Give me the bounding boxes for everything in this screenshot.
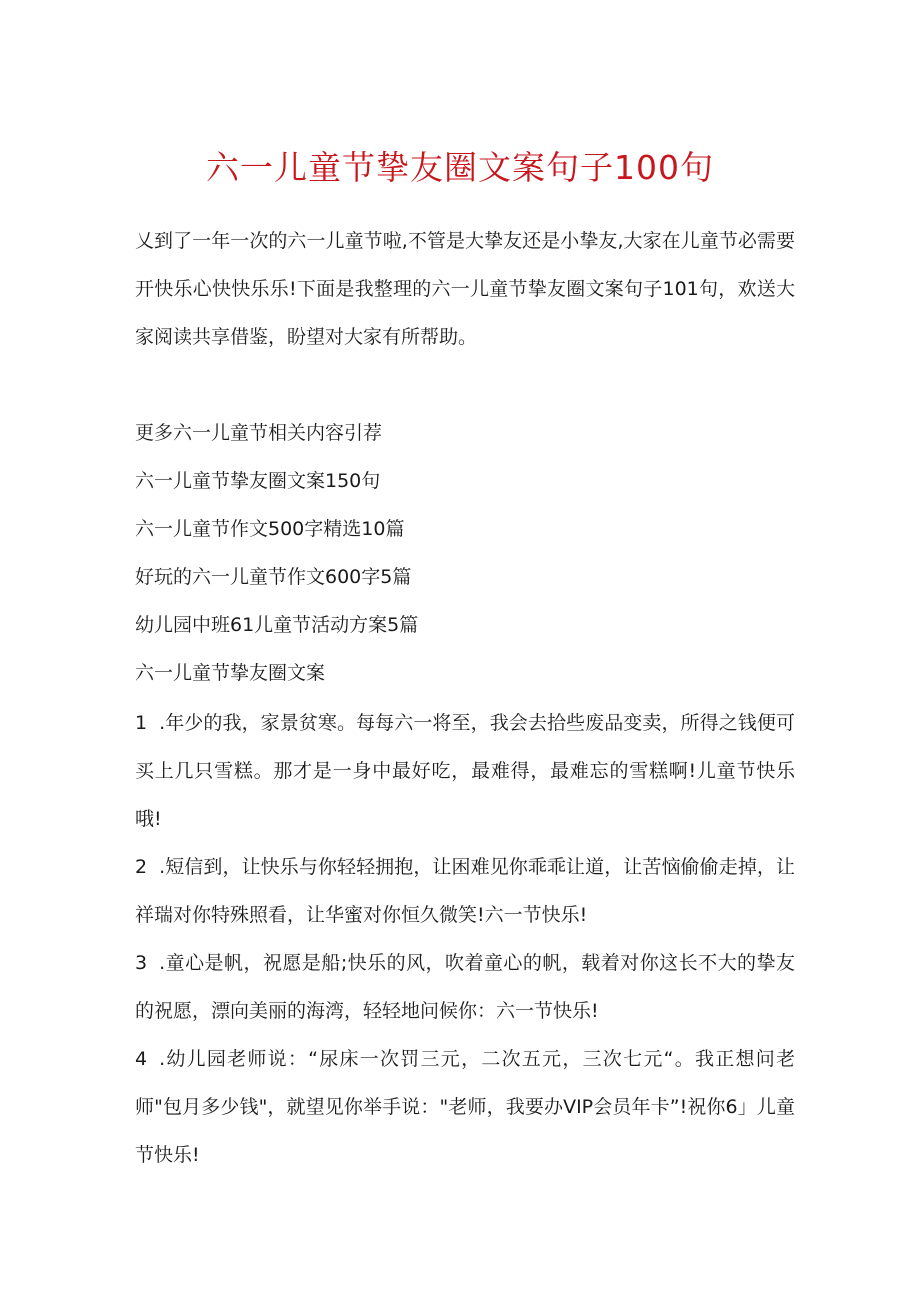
item-text: .童心是帆，祝愿是船;快乐的风，吹着童心的帆，载着对你这长不大的挚友的祝愿，漂向美丽的海湾，轻轻地问候你：六一节快乐! bbox=[135, 952, 795, 1022]
link-item[interactable]: 六一儿童节作文500字精选10篇 bbox=[135, 518, 405, 540]
link-item[interactable]: 好玩的六一儿童节作文600字5篇 bbox=[135, 566, 412, 588]
item-number: 1 bbox=[135, 712, 148, 734]
list-item bbox=[135, 1035, 795, 1179]
item-text: .年少的我，家景贫寒。每每六一将至，我会去拾些废品变卖，所得之钱便可买上几只雪糕。那才是一身中最好吃，最难得，最难忘的雪糕啊!儿童节快乐哦! bbox=[135, 712, 795, 830]
link-item[interactable]: 幼儿园中班61儿童节活动方案5篇 bbox=[135, 614, 419, 636]
item-number: 3 bbox=[135, 952, 148, 974]
list-item bbox=[135, 843, 795, 939]
item-text: .幼儿园老师说：“尿床一次罚三元，二次五元，三次七元“。我正想问老师"包月多少钱"，就望见你举手说："老师，我要办VIP会员年卡”!祝你6」儿童节快乐! bbox=[135, 1048, 795, 1166]
section-heading: 六一儿童节挚友圈文案 bbox=[135, 662, 326, 684]
link-item[interactable]: 六一儿童节挚友圈文案150句 bbox=[135, 470, 381, 492]
list-item bbox=[135, 699, 795, 843]
item-number: 2 bbox=[135, 856, 148, 878]
list-item bbox=[135, 939, 795, 1035]
recommend-heading: 更多六一儿童节相关内容引荐 bbox=[135, 422, 383, 444]
document-title: 六一儿童节挚友圈文案句子100句 bbox=[206, 148, 714, 187]
item-number: 4 bbox=[135, 1048, 148, 1070]
intro-paragraph: 乂到了一年一次的六一儿童节啦,不管是大挚友还是小挚友,大家在儿童节必需要开快乐心快快乐乐!下面是我整理的六一儿童节挚友圈文案句子101句，欢送大家阅读共享借鉴，盼望对大家有所帮助。 bbox=[135, 230, 795, 348]
item-text: .短信到，让快乐与你轻轻拥抱，让困难见你乖乖让道，让苦恼偷偷走掉，让祥瑞对你特殊照看，让华蜜对你恒久微笑!六一节快乐! bbox=[135, 856, 795, 926]
